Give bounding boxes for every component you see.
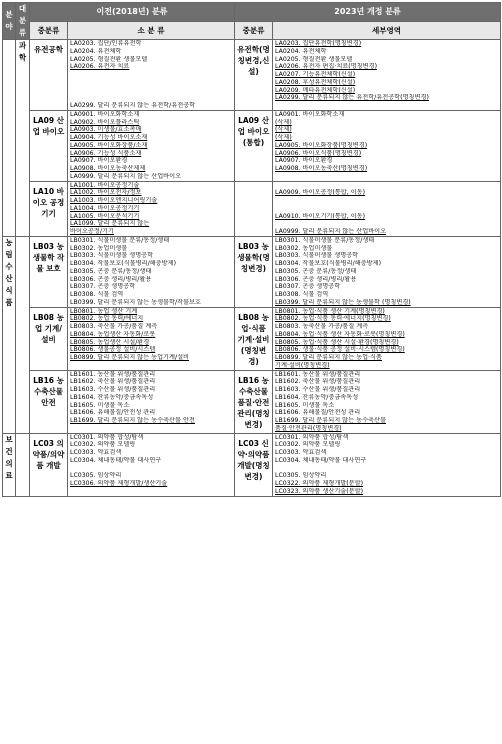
list-item: LA0906. 바이오식품(명칭변경) <box>275 149 362 157</box>
list-item: LA0299. 달리 분류되지 않는 유전학/유전공학 <box>70 102 196 109</box>
list-item: LB0803. 농축산물 가공/품질 계측 <box>275 323 369 330</box>
list-item: LB0899. 달리 분류되지 않는 농업기계/설비 <box>70 354 190 361</box>
field-label: 보건의료 <box>5 434 13 480</box>
list-item: LA0208. 후성유전체학(신설) <box>275 78 356 86</box>
list-item: LC0301. 의약품 합성/탐색 <box>70 433 144 441</box>
old-mid-category: 유전공학 <box>30 40 68 111</box>
list-item: LB1699. 달리 분류되지 않는 농수축산물 안전 <box>70 417 195 424</box>
list-item: LA0905. 바이오화장품/소재 <box>70 141 148 149</box>
new-mid-category: LB16 농수축산물 품질·안전 관리(명칭변경) <box>235 370 273 433</box>
field-cell <box>3 236 16 433</box>
list-item: LA0207. 기능유전체학(신설) <box>275 71 356 78</box>
old-mid-category: LB08 농업 기계/설비 <box>30 307 68 370</box>
new-mid-category: 유전학(명칭변경,신설) <box>235 40 273 111</box>
list-item: LB0302. 농업미생물 <box>70 244 128 252</box>
old-sub-list <box>68 370 235 433</box>
header-old-mid: 중분류 <box>30 22 68 40</box>
list-item: LB0803. 축산물 가공/품질 계측 <box>70 323 158 330</box>
new-sub-list <box>273 433 501 496</box>
table-row <box>3 307 501 370</box>
list-item: LB1603. 수산물 위생/품질관리 <box>275 386 361 393</box>
list-item: LB1605. 미생물 독소 <box>70 401 130 409</box>
list-item: LA0901. 바이오화학소재 <box>70 110 140 118</box>
list-item: (삭제) <box>275 118 292 126</box>
list-item: LC0304. 체내동태/약물 대사연구 <box>275 456 367 464</box>
list-item: LB0305. 곤충 분류/동정/생태 <box>70 267 152 275</box>
list-item: LA0906. 기능성 식품소재 <box>70 149 142 157</box>
list-item <box>275 465 498 473</box>
list-item: LB1601. 농산물 위생/품질관리 <box>275 370 361 378</box>
list-item: LB1602. 축산물 위생/품질관리 <box>275 378 361 386</box>
list-item: LC0305. 임상약리 <box>70 472 122 480</box>
old-sub-list <box>68 181 235 236</box>
field-label: 농림수산식품 <box>5 237 13 307</box>
list-item: LC0306. 의약품 제형개발/생산기술 <box>70 480 168 487</box>
list-item: LA0205. 형질전환 생물모델 <box>70 55 148 63</box>
list-item: LB0399. 달리 분류되지 않는 농생물학/작물보호 <box>70 298 201 306</box>
new-mid-category <box>235 181 273 236</box>
major-label: 과학 <box>18 41 27 62</box>
list-item: LB0308. 식물 검역 <box>70 291 124 298</box>
new-sub-list <box>273 181 501 236</box>
list-item: LA0203. 집단/인류유전학 <box>70 40 142 47</box>
list-item: LB1605. 미생물 독소 <box>275 401 335 409</box>
old-mid-category: LA09 산업 바이오 <box>30 110 68 181</box>
list-item: LA0206. 유전자 치료 <box>70 63 130 71</box>
old-sub-list <box>68 110 235 181</box>
list-item: LC0301. 의약품 합성/탐색 <box>275 433 349 441</box>
list-item: LB0306. 곤충 생리/병리/활용 <box>70 275 152 283</box>
list-item: LC0322. 의약품 제형개발(분할) <box>275 480 364 487</box>
list-item: LB0804. 농업생산 자동화/로봇 <box>70 330 156 338</box>
list-item: LA0902. 바이오플라스틱 <box>70 118 140 126</box>
list-item: 바이오공정/기기 <box>70 228 114 235</box>
table-row <box>3 236 501 307</box>
list-item: LB0899. 달리 분류되지 않는 농업·식품 <box>275 354 382 361</box>
list-item: LB0307. 곤충 생명공학 <box>70 283 136 291</box>
old-mid-category: LA10 바이오 공정 기기 <box>30 181 68 236</box>
list-item: LB0801. 농업 생산 기계 <box>70 307 138 315</box>
list-item: LA1003. 바이오엔지니어링기술 <box>70 197 158 204</box>
list-item: LA0909. 바이오공정(통합, 이동) <box>275 189 366 197</box>
list-item: LA1004. 바이오공정기기 <box>70 204 140 212</box>
list-item: LA0907. 바이오환경 <box>275 157 333 165</box>
header-major: 대분류 <box>16 3 30 40</box>
list-item: LA0907. 바이오환경 <box>70 157 128 165</box>
old-sub-list <box>68 307 235 370</box>
list-item: LB0301. 식물미생물 분류/동정/생태 <box>275 236 375 244</box>
list-item: LA0904. 기능성 바이오소재 <box>70 134 148 141</box>
new-sub-list <box>273 370 501 433</box>
list-item: 품질·안전관리(명칭변경) <box>275 424 342 432</box>
old-sub-list <box>68 236 235 307</box>
old-mid-category: LC03 의약품/의약품 개발 <box>30 433 68 496</box>
list-item <box>275 182 498 190</box>
table-body <box>3 40 501 497</box>
new-mid-category: LA09 산업 바이오(통합) <box>235 110 273 181</box>
list-item: LA0209. 메타유전체학(신설) <box>275 86 356 94</box>
table-row <box>3 40 501 111</box>
list-item: LB1606. 유해물질/안전성 관리 <box>275 409 361 417</box>
classification-table <box>2 2 501 497</box>
list-item: LB1604. 잔류농약/중금속독성 <box>275 393 359 401</box>
list-item: LB0805. 농업·식품 생산 시설·환경(명칭변경) <box>275 338 399 346</box>
new-sub-list <box>273 236 501 307</box>
old-sub-list <box>68 433 235 496</box>
table-row <box>3 433 501 496</box>
field-cell <box>3 433 16 496</box>
list-item: LB0805. 농업생산 시설/환경 <box>70 338 150 346</box>
list-item: LA0901. 바이오화학소재 <box>275 110 345 118</box>
list-item: LA0204. 유전체학 <box>275 47 327 55</box>
list-item: LA0206. 유전자 편집·치료(명칭변경) <box>275 63 378 71</box>
list-item: LB0305. 곤충 분류/동정/생태 <box>275 267 357 275</box>
list-item <box>275 220 498 228</box>
list-item: LB0304. 작물보호(식물병리/해충방제) <box>70 260 177 267</box>
list-item: LB1606. 유해물질/안전성 관리 <box>70 409 156 417</box>
new-mid-category: LB08 농업·식품 기계·설비(명칭변경) <box>235 307 273 370</box>
list-item: LA0910. 바이오기기(통합, 이동) <box>275 212 366 220</box>
list-item <box>70 94 232 102</box>
list-item: LC0323. 의약품 생산기술(분할) <box>275 487 364 495</box>
list-item: LB1601. 농산물 위생/품질관리 <box>70 370 156 378</box>
new-mid-category: LC03 신약·의약품 개발(명칭변경) <box>235 433 273 496</box>
list-item <box>275 205 498 213</box>
list-item: LA0204. 유전체학 <box>70 47 122 55</box>
list-item: (삭제) <box>275 134 292 141</box>
list-item: LC0303. 약효검색 <box>275 449 327 456</box>
list-item: LB0399. 달리 분류되지 않는 농생물학 (명칭변경) <box>275 298 411 306</box>
list-item: LB0304. 작물보호(식물병리/해충방제) <box>275 260 382 267</box>
major-cell <box>16 236 30 433</box>
new-sub-list <box>273 110 501 181</box>
list-item <box>70 87 232 95</box>
list-item: LA0299. 달리 분류되지 않는 유전학/유전공학(명칭변경) <box>275 94 429 102</box>
list-item <box>70 71 232 79</box>
table-row <box>3 370 501 433</box>
list-item: LB0804. 농업·식품 생산 자동화·로봇(명칭변경) <box>275 330 405 338</box>
list-item: LB0802. 농업·식품 동력·에너지(명칭변경) <box>275 315 391 323</box>
major-cell <box>16 40 30 237</box>
list-item: LA1001. 바이오공정기술 <box>70 181 140 189</box>
list-item <box>70 79 232 87</box>
list-item: LB1602. 축산물 위생/품질관리 <box>70 378 156 386</box>
list-item: LA0905. 바이오화장품(명칭변경) <box>275 141 368 149</box>
list-item: LC0303. 약효검색 <box>70 449 122 456</box>
major-cell <box>16 433 30 496</box>
list-item <box>70 465 232 473</box>
list-item: LC0305. 임상약리 <box>275 472 327 480</box>
list-item: LA1099. 달리 분류되지 않는 <box>70 220 150 228</box>
list-item: LA0205. 형질전환 생물모델 <box>275 55 353 63</box>
list-item <box>275 197 498 205</box>
list-item: LB0302. 농업미생물 <box>275 244 333 252</box>
new-mid-category: LB03 농생물학(명칭변경) <box>235 236 273 307</box>
table-row <box>3 181 501 236</box>
list-item: LA1002. 바이오전자/정보 <box>70 189 142 197</box>
list-item: LA0908. 바이오농축산(명칭변경) <box>275 165 368 172</box>
header-old-title: 이전(2018년) 분류 <box>30 3 235 22</box>
list-item: LB1604. 잔류농약/중금속독성 <box>70 393 154 401</box>
list-item: LA0999. 달리 분류되지 않는 산업바이오 <box>275 228 387 235</box>
list-item: LA0203. 집단유전학(명칭변경) <box>275 40 362 47</box>
table-row <box>3 110 501 181</box>
list-item: LC0302. 의약품 모델링 <box>275 441 341 449</box>
field-cell <box>3 40 16 237</box>
list-item: LB1603. 수산물 위생/품질관리 <box>70 386 156 393</box>
old-mid-category: LB03 농생물학 작물 보호 <box>30 236 68 307</box>
list-item: LB0306. 곤충 생리/병리/활용 <box>275 275 357 283</box>
old-mid-category: LB16 농수축산물 안전 <box>30 370 68 433</box>
new-sub-list <box>273 40 501 111</box>
list-item: LB0301. 식물미생물 분류/동정/생태 <box>70 236 170 244</box>
list-item: 기계·설비(명칭변경) <box>275 361 330 369</box>
list-item: LB0303. 식물미생물 생명공학 <box>70 252 154 260</box>
list-item: LA0908. 바이오농축산제제 <box>70 165 146 172</box>
list-item: (삭제) <box>275 126 292 134</box>
header-new-mid: 중분류 <box>235 22 273 40</box>
new-sub-list <box>273 307 501 370</box>
header-field: 분야 <box>3 3 16 40</box>
list-item: LB0307. 곤충 생명공학 <box>275 283 341 291</box>
list-item: LA0999. 달리 분류되지 않는 산업바이오 <box>70 172 182 180</box>
list-item: LB0806. 생물공정 설비/시스템 <box>70 346 156 354</box>
list-item: LC0304. 체내동태/약물 대사연구 <box>70 456 162 464</box>
list-item: LA0903. 미생물/효소촉매 <box>70 126 142 134</box>
list-item: LA1005. 바이오분석기기 <box>70 212 140 220</box>
list-item: LB0806. 생물·식품 공정 설비·시스템(명칭변경) <box>275 346 405 354</box>
list-item: LB0308. 식물 검역 <box>275 291 329 298</box>
header-old-sub: 소 분 류 <box>68 22 235 40</box>
list-item: LB0802. 농업 동력/에너지 <box>70 315 144 323</box>
list-item: LC0302. 의약품 모델링 <box>70 441 136 449</box>
list-item: LB1699. 달리 분류되지 않는 농수축산물 <box>275 417 386 424</box>
list-item: LB0303. 식물미생물 생명공학 <box>275 252 359 260</box>
list-item: LB0801. 농업·식품 생산 기계(명칭변경) <box>275 307 385 315</box>
header-new-sub: 세부영역 <box>273 22 501 40</box>
header-new-title: 2023년 개정 분류 <box>235 3 501 22</box>
old-sub-list <box>68 40 235 111</box>
